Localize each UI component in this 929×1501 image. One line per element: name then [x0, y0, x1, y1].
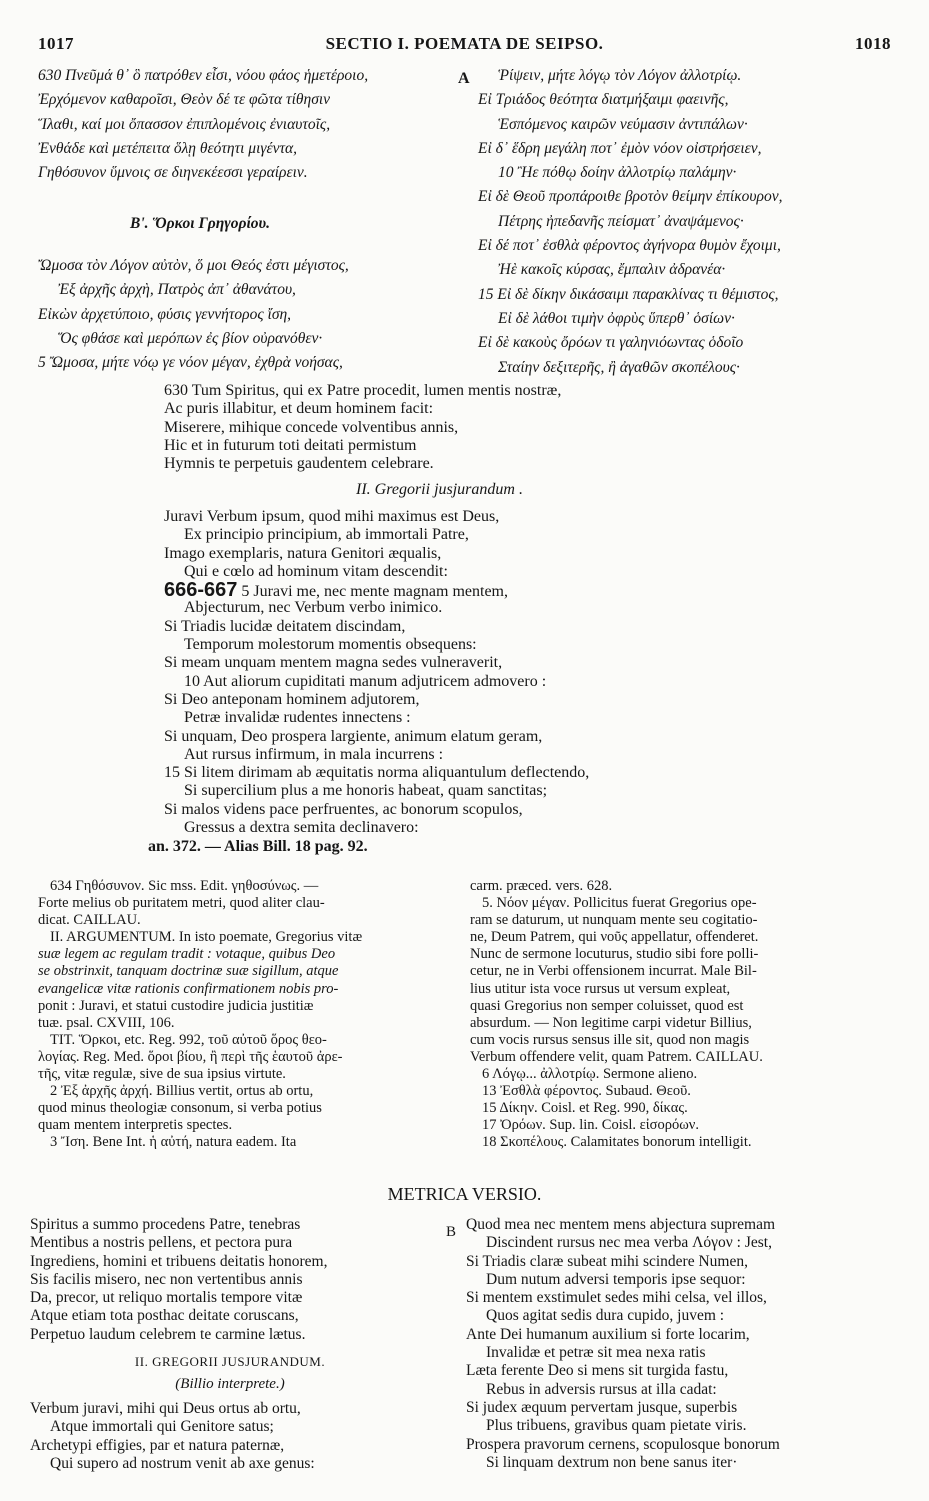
metrica-line: Spiritus a summo procedens Patre, tenebras	[30, 1216, 301, 1233]
latin-stanza-1	[164, 382, 561, 473]
metrica-interpreter: (Billio interprete.)	[175, 1376, 285, 1392]
greek-line: Ἵλαθι, καί μοι ὄπασσον ἐπιπλομένοις ἐνιαυτοῖς,	[38, 115, 331, 133]
column-marker: 666-667	[164, 579, 238, 602]
metrica-line: Atque immortali qui Genitore satus;	[50, 1418, 274, 1436]
greek-line: Πέτρης ἠπεδανῆς πείσματ᾽ ἀναψάμενος·	[498, 212, 744, 230]
greek-line: Ὤμοσα τὸν Λόγον αὐτὸν, ὅ μοι Θεός ἐστι μέγιστος,	[38, 257, 349, 274]
note-line: quod minus theologiæ consonum, si verba potius	[38, 1100, 322, 1117]
metrica-line: Sis facilis misero, nec non vertentibus annis	[30, 1270, 303, 1288]
side-marker-b: B	[446, 1224, 457, 1240]
note-line: cetur, ne in Verbi offensionem incurrat. Male Bil-	[470, 963, 757, 980]
metrica-line: Quos agitat sedis dura cupido, juvem :	[486, 1307, 725, 1325]
greek-line: Γηθόσυνον ὕμνοις σε διηνεκέεσσι γεραίρειν.	[38, 164, 308, 182]
note-line: se obstrinxit, tanquam doctrinæ suæ sigillum, atque	[38, 963, 339, 980]
metrica-title: METRICA VERSIO.	[387, 1184, 542, 1204]
note-line: 18 Σκοπέλους. Calamitates bonorum intelligit.	[482, 1134, 752, 1151]
latin-line: Petræ invalidæ rudentes innectens :	[184, 709, 411, 727]
metrica-left-2	[30, 1400, 315, 1473]
metrica-line: Si Triadis claræ subeat mihi scindere Numen,	[466, 1252, 748, 1270]
greek-right-column	[478, 64, 782, 380]
latin-line: 5 Juravi me, nec mente magnam mentem,	[241, 583, 508, 601]
note-line: 15 Δίκην. Coisl. et Reg. 990, δίκας.	[482, 1100, 688, 1117]
latin-line: Si supercilium plus a me honoris habeat, quam sanctitas;	[184, 782, 548, 800]
latin-line: Juravi Verbum ipsum, quod mihi maximus est Deus,	[164, 508, 500, 525]
note-line: Forte melius ob puritatem metri, quod aliter clau-	[38, 895, 325, 912]
greek-line: Εἰκὼν ἀρχετύποιο, φύσις γεννήτορος ἴση,	[38, 305, 292, 323]
latin-line: 630 Tum Spiritus, qui ex Patre procedit, lumen mentis nostræ,	[164, 382, 562, 399]
note-line: evangelicæ vitæ rationis confirmationem nobis pro-	[38, 980, 339, 997]
note-line: 634 Γηθόσυνον. Sic mss. Edit. γηθοσύνως. —	[50, 878, 319, 894]
greek-line: Ῥίψειν, μήτε λόγῳ τὸν Λόγον ἀλλοτρίῳ.	[498, 67, 742, 84]
note-line: 6 Λόγῳ... ἀλλοτρίῳ. Sermone alieno.	[482, 1066, 698, 1083]
metrica-line: Mentibus a nostris pellens, et pectora pura	[30, 1234, 293, 1252]
running-title: SECTIO I. POEMATA DE SEIPSO.	[325, 34, 604, 53]
metrica-line: Discindent rursus nec mea verba Λόγον : Jest,	[486, 1234, 772, 1252]
metrica-line: Archetypi effigies, par et natura paternæ,	[30, 1436, 285, 1454]
latin-line: 15 Si litem dirimam ab æquitatis norma aliquantulum deflectendo,	[164, 764, 590, 782]
metrica-line: Rebus in adversis rursus at illa cadat:	[486, 1380, 717, 1398]
latin-line: Imago exemplaris, natura Genitori æqualis,	[164, 544, 442, 562]
metrica-line: Qui supero ad nostrum venit ab axe genus:	[50, 1454, 315, 1472]
metrica-left	[30, 1216, 327, 1344]
metrica-line: Prospera pravorum cernens, scopulosque bonorum	[466, 1435, 780, 1453]
note-line: TIT. Ὅρκοι, etc. Reg. 992, τοῦ αὐτοῦ ὅρος θεο-	[50, 1031, 327, 1048]
metrica-line: Ingrediens, homini et tribuens deitatis honorem,	[30, 1252, 328, 1270]
notes-right	[470, 878, 763, 1152]
metrica-line: Si mentem exstimulet sedes mihi celsa, vel illos,	[466, 1289, 767, 1307]
latin-stanza-2	[164, 508, 589, 837]
note-line: ponit : Juravi, et statui custodire judicia justitiæ	[38, 997, 314, 1014]
metrica-line: Atque etiam tota posthac deitate coruscans,	[30, 1307, 299, 1325]
note-line: tuæ. psal. CXVIII, 106.	[38, 1014, 175, 1031]
metrica-line: Si judex æquum pervertam jusque, superbis	[466, 1398, 738, 1416]
greek-left-stanza	[38, 64, 368, 185]
metrica-line: Perpetuo laudum celebrem te carmine lætus.	[30, 1325, 306, 1343]
page-number-left: 1017	[38, 34, 74, 53]
latin-line: Miserere, mihique concede volventibus annis,	[164, 418, 459, 436]
note-line: ne, Deum Patrem, qui νοῦς appellatur, offenderet.	[470, 929, 759, 946]
note-line: 13 Ἐσθλὰ φέροντος. Subaud. Θεοῦ.	[482, 1083, 691, 1100]
metrica-line: Ante Dei humanum auxilium si forte locarim,	[466, 1325, 750, 1343]
metrica-line: Dum nutum adversi temporis ipse sequor:	[486, 1270, 746, 1288]
note-line: dicat. CAILLAU.	[38, 912, 141, 929]
notes-left	[38, 878, 362, 1152]
metrica-right	[466, 1216, 780, 1472]
greek-line: Ἐξ ἀρχῆς ἀρχὴ, Πατρὸς ἀπ᾽ ἀθανάτου,	[58, 281, 296, 299]
latin-line: Aut rursus infirmum, in mala incurrens :	[184, 745, 444, 763]
metrica-line: Da, precor, ut reliquo mortalis tempore vitæ	[30, 1289, 303, 1307]
note-line: absurdum. — Non legitime carpi videtur Billius,	[470, 1014, 752, 1031]
metrica-line: Invalidæ et petræ sit mea nexa ratis	[486, 1344, 706, 1362]
note-line: 17 Ὀρόων. Sup. lin. Coisl. εἰσορόων.	[482, 1117, 699, 1134]
note-line: Verbum offendere velit, quam Patrem. CAILLAU.	[470, 1048, 763, 1065]
note-line: lius utitur ista voce rursus ut versum expleat,	[470, 980, 731, 997]
note-line: λογίας. Reg. Med. ὅροι βίου, ἢ περὶ τῆς ἑαυτοῦ ἀρε-	[38, 1048, 343, 1065]
note-line: 3 Ἴση. Bene Int. ἡ αὐτή, natura eadem. Ita	[50, 1134, 297, 1151]
latin-line: Hic et in futurum toti deitati permistum	[164, 436, 417, 454]
metrica-line: Si linquam dextrum non bene sanus iter·	[486, 1453, 738, 1471]
latin-line: Hymnis te perpetuis gaudentem celebrare.	[164, 455, 434, 473]
latin-line: Abjecturum, nec Verbum verbo inimico.	[184, 599, 443, 617]
note-line: 5. Νόον μέγαν. Pollicitus fuerat Gregorius ope-	[482, 895, 757, 912]
greek-line: Ἐρχόμενον καθαροῖσι, Θεὸν δέ τε φῶτα τίθησιν	[38, 91, 331, 109]
latin-line: Temporum molestorum momentis obsequens:	[184, 636, 477, 654]
metrica-line: Plus tribuens, gravibus quam pietate viris.	[486, 1417, 747, 1435]
note-line: carm. præced. vers. 628.	[470, 878, 613, 894]
side-marker-a: A	[458, 70, 470, 87]
greek-line: 630 Πνεῦμά θ᾽ ὃ πατρόθεν εἶσι, νόου φάος ἡμετέροιο,	[38, 67, 369, 84]
latin-line: Si Deo anteponam hominem adjutorem,	[164, 690, 420, 708]
note-line: II. ARGUMENTUM. In isto poemate, Gregorius vitæ	[50, 929, 363, 946]
greek-line: 15 Εἰ δὲ δίκην δικάσαιμι παρακλίνας τι θέμιστος,	[478, 285, 779, 303]
note-line: Nunc de sermone locuturus, studio sibi fore polli-	[470, 946, 759, 963]
greek-line: Ἠὲ κακοῖς κύρσας, ἔμπαλιν ἀδρανέα·	[498, 261, 726, 279]
greek-line: Ἐνθάδε καὶ μετέπειτα ὅλῃ θεότητι μιγέντα,	[38, 139, 298, 157]
date-reference: an. 372. — Alias Bill. 18 pag. 92.	[148, 838, 368, 855]
latin-line: Si malos videns pace perfruentes, ac bonorum scopulos,	[164, 800, 523, 818]
page-number-right: 1018	[855, 34, 891, 53]
latin-line: 10 Aut aliorum cupiditati manum adjutricem admovero :	[184, 672, 547, 690]
latin-line: Si Triadis lucidæ deitatem discindam,	[164, 617, 406, 635]
latin-line: Qui e cœlo ad hominum vitam descendit:	[184, 562, 448, 580]
latin-line: Gressus a dextra semita declinavero:	[184, 819, 419, 837]
greek-line: Σταίην δεξιτερῆς, ἢ ἀγαθῶν σκοπέλους·	[498, 358, 740, 376]
greek-left-stanza-2	[38, 254, 349, 375]
latin-line: Si meam unquam mentem magna sedes vulneraverit,	[164, 654, 503, 672]
latin-subtitle: II. Gregorii jusjurandum .	[356, 481, 523, 498]
note-line: ram se daturum, ut nunquam mente seu cogitatio-	[470, 912, 758, 929]
metrica-line: Læta ferente Deo si mens sit turgida fastu,	[466, 1362, 729, 1380]
greek-line: Εἰ δέ ποτ᾽ ἐσθλὰ φέροντος ἀγήνορα θυμὸν ἔχοιμι,	[478, 237, 781, 255]
greek-line: Εἰ δὲ λάθοι τιμὴν ὀφρὺς ὕπερθ᾽ ὁσίων·	[498, 309, 735, 327]
note-line: suæ legem ac regulam tradit : votaque, quibus Deo	[38, 946, 336, 963]
greek-line: Ἑσπόμενος καιρῶν νεύμασιν ἀντιπάλων·	[498, 115, 748, 133]
greek-line: Εἰ δ᾽ ἕδρη μεγάλη ποτ᾽ ἐμὸν νόον οἰστρήσειεν,	[478, 139, 762, 157]
greek-line: Ὅς φθάσε καὶ μερόπων ἐς βίον οὐρανόθεν·	[58, 329, 323, 347]
note-line: cum vocis rursus sensus ille sit, quod non magis	[470, 1031, 750, 1048]
note-line: quasi Gregorius non semper coluisset, quod est	[470, 997, 744, 1014]
greek-line: Εἰ Τριάδος θεότητα διατμήξαιμι φαεινῆς,	[478, 91, 729, 109]
greek-line: Εἰ δὲ κακοὺς ὄρόων τι γαληνιόωντας ὁδοῖο	[478, 334, 744, 352]
greek-subtitle: Β'. Ὅρκοι Γρηγορίου.	[130, 215, 271, 232]
metrica-line: Quod mea nec mentem mens abjectura supremam	[466, 1216, 776, 1233]
note-line: quam mentem interpretis spectes.	[38, 1117, 233, 1134]
note-line: τῆς, vitæ regulæ, sive de sua ipsius virtute.	[38, 1066, 286, 1083]
greek-line: Εἰ δὲ Θεοῦ προπάροιθε βροτὸν θείμην ἐπίκουρον,	[478, 188, 783, 206]
latin-line: Si unquam, Deo prospera largiente, animum elatum geram,	[164, 727, 543, 745]
greek-line: 10 Ἢε πόθῳ δοίην ἀλλοτρίῳ παλάμην·	[498, 164, 737, 182]
greek-line: 5 Ὤμοσα, μήτε νόῳ γε νόον μέγαν, ἐχθρὰ νοήσας,	[38, 354, 343, 372]
metrica-line: Verbum juravi, mihi qui Deus ortus ab ortu,	[30, 1400, 301, 1417]
metrica-subtitle: II. GREGORII JUSJURANDUM.	[134, 1354, 326, 1369]
latin-line: Ac puris illabitur, et deum hominem facit:	[164, 400, 434, 418]
note-line: 2 Ἐξ ἀρχῆς ἀρχή. Billius vertit, ortus ab ortu,	[50, 1083, 314, 1100]
latin-line: Ex principio principium, ab immortali Patre,	[184, 526, 469, 544]
